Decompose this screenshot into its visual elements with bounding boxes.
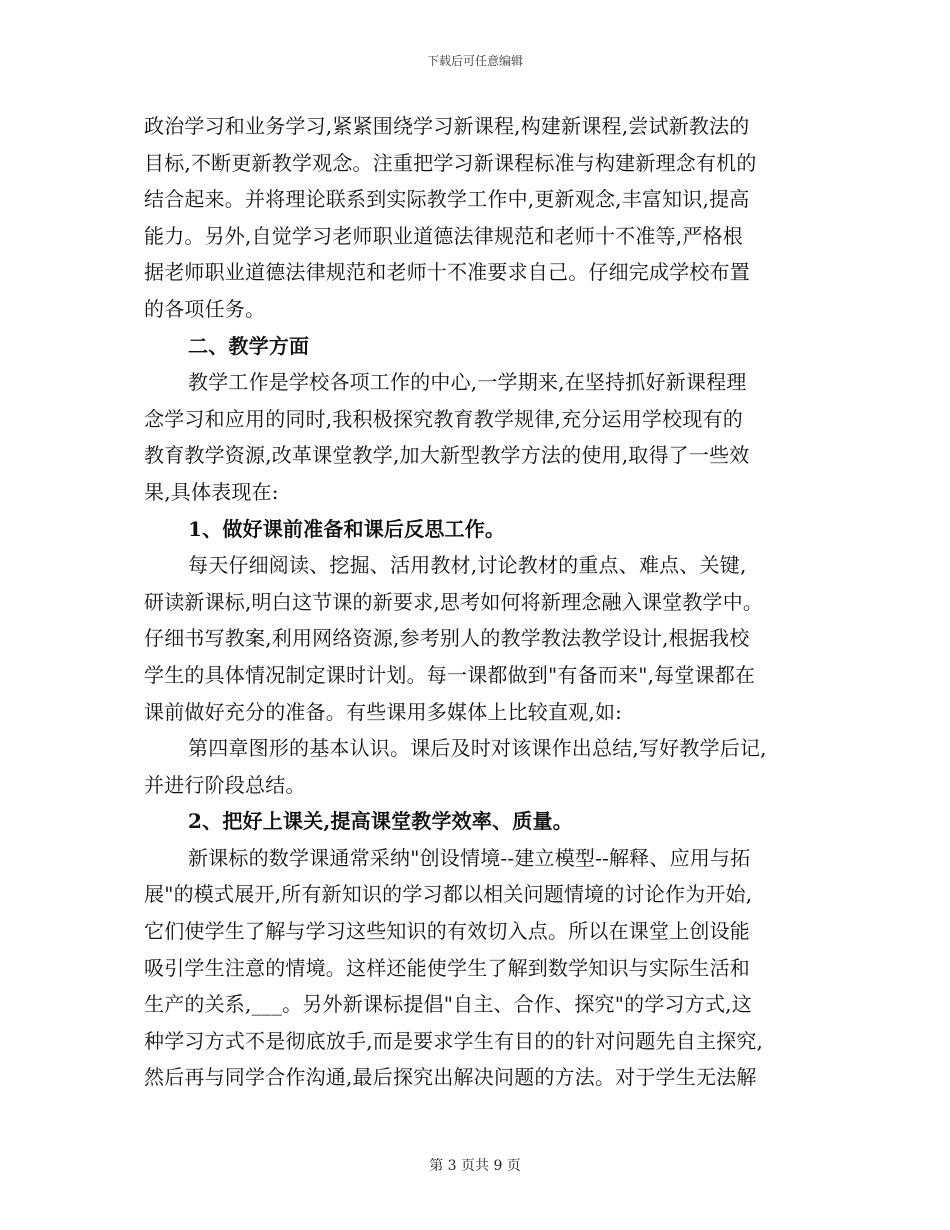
text-line: 果,具体表现在:	[144, 479, 279, 504]
page-header: 下载后可任意编辑	[426, 54, 523, 68]
text-line: 生产的关系,___。另外新课标提倡"自主、合作、探究"的学习方式,这	[144, 992, 752, 1017]
text-line: 并进行阶段总结。	[144, 772, 306, 797]
text-line: 课前做好充分的准备。有些课用多媒体上比较直观,如:	[144, 699, 623, 724]
page-number: 第 3 页共 9 页	[429, 1158, 521, 1174]
text-line: 政治学习和业务学习,紧紧围绕学习新课程,构建新课程,尝试新教法的	[144, 114, 750, 138]
text-line: 目标,不断更新教学观念。注重把学习新课程标准与构建新理念有机的	[144, 150, 757, 175]
text-line: 每天仔细阅读、挖掘、活用教材,讨论教材的重点、难点、关键,	[188, 553, 747, 578]
text-line: 据老师职业道德法律规范和老师十不准要求自己。仔细完成学校布置	[144, 260, 750, 285]
text-line: 仔细书写教案,利用网络资源,参考别人的教学教法教学设计,根据我校	[144, 626, 750, 651]
section-heading: 二、教学方面	[188, 333, 310, 358]
subsection-heading: 2、把好上课关,提高课堂教学效率、质量。	[188, 809, 573, 834]
text-line: 然后再与同学合作沟通,最后探究出解决问题的方法。对于学生无法解	[144, 1065, 757, 1090]
text-line: 新课标的数学课通常采纳"创设情境--建立模型--解释、应用与拓	[188, 845, 751, 870]
text-line: 教育教学资源,改革课堂教学,加大新型教学方法的使用,取得了一些效	[144, 443, 750, 468]
text-line: 研读新课标,明白这节课的新要求,思考如何将新理念融入课堂教学中。	[144, 589, 764, 614]
text-line: 念学习和应用的同时,我积极探究教育教学规律,充分运用学校现有的	[144, 406, 743, 431]
text-line: 种学习方式不是彻底放手,而是要求学生有目的的针对问题先自主探究,	[144, 1028, 764, 1053]
text-line: 吸引学生注意的情境。这样还能使学生了解到数学知识与实际生活和	[144, 955, 750, 980]
text-line: 学生的具体情况制定课时计划。每一课都做到"有备而来",每堂课都在	[144, 662, 756, 687]
document-body	[144, 108, 816, 1096]
text-line: 它们使学生了解与学习这些知识的有效切入点。所以在课堂上创设能	[144, 919, 750, 944]
text-line: 教学工作是学校各项工作的中心,一学期来,在坚持抓好新课程理	[188, 370, 747, 395]
subsection-heading: 1、做好课前准备和课后反思工作。	[188, 516, 506, 541]
text-line: 的各项任务。	[144, 296, 266, 321]
text-line: 结合起来。并将理论联系到实际教学工作中,更新观念,丰富知识,提高	[144, 187, 750, 212]
text-line: 第四章图形的基本认识。课后及时对该课作出总结,写好教学后记,	[188, 736, 767, 761]
text-line: 展"的模式展开,所有新知识的学习都以相关问题情境的讨论作为开始,	[144, 882, 753, 907]
text-line: 能力。另外,自觉学习老师职业道德法律规范和老师十不准等,严格根	[144, 223, 743, 248]
